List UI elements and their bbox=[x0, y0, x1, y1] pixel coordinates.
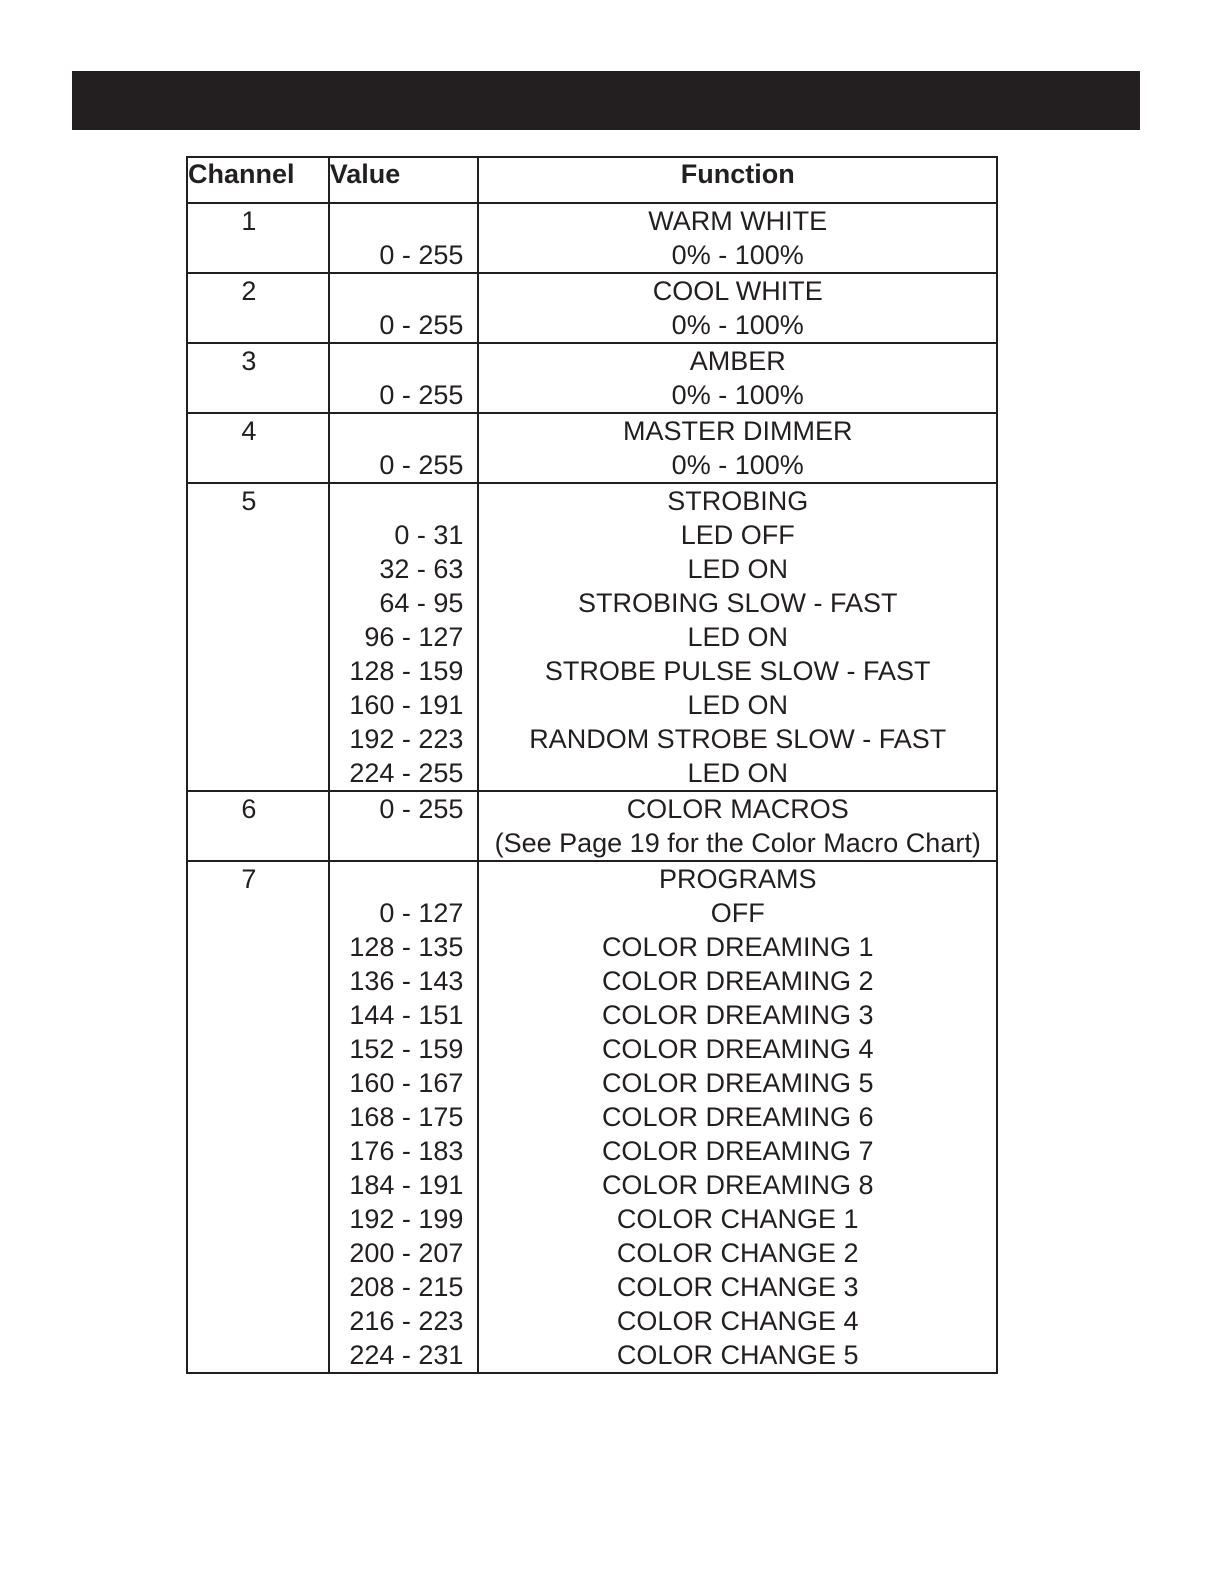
channel-header: Channel bbox=[187, 157, 329, 203]
value-range: 168 - 175 bbox=[349, 1102, 464, 1132]
channel-number: 3 bbox=[241, 346, 257, 376]
value-range bbox=[330, 204, 478, 238]
function-text: COLOR MACROS bbox=[626, 794, 849, 824]
function-header: Function bbox=[478, 157, 997, 203]
dmx-channel-table bbox=[186, 156, 998, 1374]
function-text: COLOR DREAMING 4 bbox=[601, 1034, 874, 1064]
function-cell bbox=[478, 413, 997, 483]
table-row bbox=[187, 413, 997, 483]
value-range: 0 - 31 bbox=[394, 520, 464, 550]
value-range: 96 - 127 bbox=[364, 622, 464, 652]
value-cell bbox=[329, 343, 479, 413]
channel-number: 5 bbox=[241, 486, 257, 516]
value-range: 0 - 255 bbox=[379, 380, 464, 410]
value-range: 208 - 215 bbox=[349, 1272, 464, 1302]
channel-cell bbox=[187, 203, 329, 273]
function-cell bbox=[478, 273, 997, 343]
function-text: MASTER DIMMER bbox=[622, 416, 853, 446]
function-text: COLOR CHANGE 5 bbox=[616, 1340, 859, 1370]
value-cell bbox=[329, 203, 479, 273]
value-range: 192 - 223 bbox=[349, 724, 464, 754]
table-row bbox=[187, 273, 997, 343]
value-range bbox=[330, 484, 478, 518]
value-header: Value bbox=[329, 157, 479, 203]
value-range bbox=[330, 344, 478, 378]
function-text: WARM WHITE bbox=[648, 206, 828, 236]
value-range: 0 - 255 bbox=[379, 794, 464, 824]
channel-cell bbox=[187, 791, 329, 861]
function-text: COLOR DREAMING 2 bbox=[601, 966, 874, 996]
table-row bbox=[187, 861, 997, 1373]
function-text: LED ON bbox=[687, 758, 788, 788]
value-range: 0 - 255 bbox=[379, 310, 464, 340]
value-range: 224 - 231 bbox=[349, 1340, 464, 1370]
function-text: LED ON bbox=[687, 622, 788, 652]
channel-number: 1 bbox=[241, 206, 257, 236]
value-range: 128 - 135 bbox=[349, 932, 464, 962]
function-text: (See Page 19 for the Color Macro Chart) bbox=[494, 828, 981, 858]
function-text: COLOR DREAMING 6 bbox=[601, 1102, 874, 1132]
value-cell bbox=[329, 483, 479, 791]
value-range: 160 - 191 bbox=[349, 690, 464, 720]
channel-number: 6 bbox=[241, 794, 257, 824]
table-row bbox=[187, 203, 997, 273]
value-range: 128 - 159 bbox=[349, 656, 464, 686]
value-cell bbox=[329, 273, 479, 343]
value-range: 192 - 199 bbox=[349, 1204, 464, 1234]
function-text: 0% - 100% bbox=[671, 450, 804, 480]
value-range: 152 - 159 bbox=[349, 1034, 464, 1064]
value-range: 224 - 255 bbox=[349, 758, 464, 788]
function-text: COLOR DREAMING 1 bbox=[601, 932, 874, 962]
value-range bbox=[330, 274, 478, 308]
value-cell bbox=[329, 791, 479, 861]
function-text: AMBER bbox=[689, 346, 786, 376]
function-text: COLOR DREAMING 3 bbox=[601, 1000, 874, 1030]
value-cell bbox=[329, 861, 479, 1373]
table-header-row bbox=[187, 157, 997, 203]
value-range: 184 - 191 bbox=[349, 1170, 464, 1200]
value-range: 32 - 63 bbox=[379, 554, 464, 584]
channel-number: 4 bbox=[241, 416, 257, 446]
table-row bbox=[187, 791, 997, 861]
channel-cell bbox=[187, 343, 329, 413]
value-range bbox=[330, 826, 478, 860]
channel-cell bbox=[187, 273, 329, 343]
function-text: LED ON bbox=[687, 690, 788, 720]
value-range: 216 - 223 bbox=[349, 1306, 464, 1336]
value-range: 136 - 143 bbox=[349, 966, 464, 996]
table-row bbox=[187, 483, 997, 791]
function-text: LED OFF bbox=[680, 520, 795, 550]
channel-cell bbox=[187, 861, 329, 1373]
function-cell bbox=[478, 791, 997, 861]
value-range: 160 - 167 bbox=[349, 1068, 464, 1098]
value-range: 0 - 255 bbox=[379, 450, 464, 480]
channel-number: 7 bbox=[241, 864, 257, 894]
function-text: RANDOM STROBE SLOW - FAST bbox=[529, 724, 947, 754]
function-text: PROGRAMS bbox=[658, 864, 817, 894]
function-text: COLOR DREAMING 7 bbox=[601, 1136, 874, 1166]
function-text: COLOR DREAMING 5 bbox=[601, 1068, 874, 1098]
function-text: 0% - 100% bbox=[671, 310, 804, 340]
value-range bbox=[330, 414, 478, 448]
function-text: COLOR DREAMING 8 bbox=[601, 1170, 874, 1200]
function-text: COLOR CHANGE 4 bbox=[616, 1306, 859, 1336]
channel-cell bbox=[187, 413, 329, 483]
value-range bbox=[330, 862, 478, 896]
function-text: COLOR CHANGE 1 bbox=[616, 1204, 859, 1234]
function-text: COLOR CHANGE 2 bbox=[616, 1238, 859, 1268]
function-text: COOL WHITE bbox=[652, 276, 823, 306]
value-range: 0 - 127 bbox=[379, 898, 464, 928]
channel-number: 2 bbox=[241, 276, 257, 306]
function-cell bbox=[478, 343, 997, 413]
value-cell bbox=[329, 413, 479, 483]
value-range: 64 - 95 bbox=[379, 588, 464, 618]
function-text: COLOR CHANGE 3 bbox=[616, 1272, 859, 1302]
value-range: 176 - 183 bbox=[349, 1136, 464, 1166]
function-text: 0% - 100% bbox=[671, 380, 804, 410]
function-cell bbox=[478, 861, 997, 1373]
function-text: STROBING bbox=[667, 486, 809, 516]
function-text: STROBE PULSE SLOW - FAST bbox=[544, 656, 931, 686]
value-range: 144 - 151 bbox=[349, 1000, 464, 1030]
header-bar bbox=[72, 71, 1140, 130]
table-row bbox=[187, 343, 997, 413]
value-range: 200 - 207 bbox=[349, 1238, 464, 1268]
function-text: 0% - 100% bbox=[671, 240, 804, 270]
function-text: OFF bbox=[710, 898, 765, 928]
value-range: 0 - 255 bbox=[379, 240, 464, 270]
function-cell bbox=[478, 483, 997, 791]
table-body bbox=[187, 203, 997, 1373]
channel-cell bbox=[187, 483, 329, 791]
function-cell bbox=[478, 203, 997, 273]
function-text: LED ON bbox=[687, 554, 788, 584]
function-text: STROBING SLOW - FAST bbox=[577, 588, 898, 618]
